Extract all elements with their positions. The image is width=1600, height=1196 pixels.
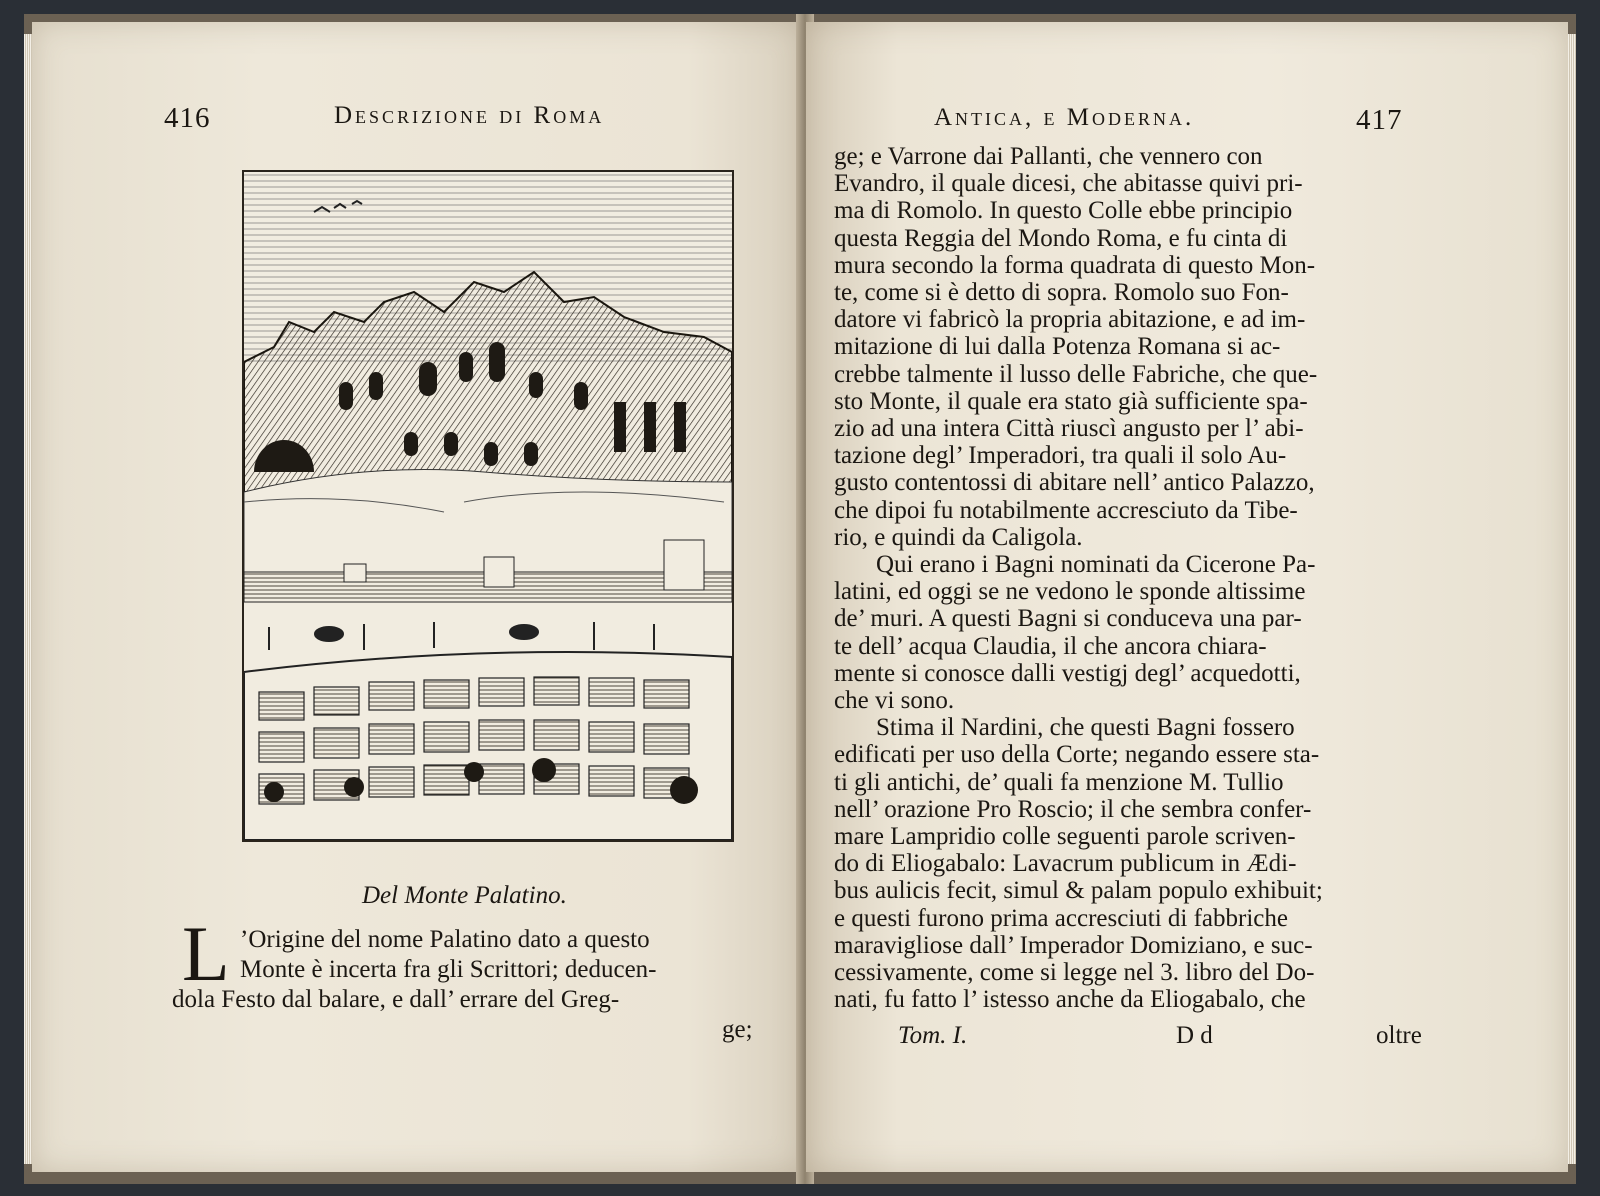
right-text-line: zio ad una intera Città riuscì angusto per l’ abi- <box>834 415 1304 442</box>
left-text-line: ’Origine del nome Palatino dato a questo <box>240 926 650 953</box>
right-page <box>806 22 1568 1172</box>
right-text-line: nell’ orazione Pro Roscio; il che sembra confer- <box>834 795 1312 823</box>
right-text-line: sto Monte, il quale era stato già sufficiente spa- <box>834 387 1308 415</box>
right-text-line: edificati per uso della Corte; negando essere sta- <box>834 741 1320 769</box>
right-text-line: maravigliose dall’ Imperador Domiziano, e suc- <box>834 931 1313 959</box>
catchword: oltre <box>1376 1022 1422 1049</box>
drop-cap: L <box>182 910 230 997</box>
right-text-line: latini, ed oggi se ne vedono le sponde altissime <box>834 578 1306 606</box>
right-text-line: e questi furono prima accresciuti di fabbriche <box>834 904 1288 932</box>
left-page-number: 416 <box>164 102 211 134</box>
right-text-line: gusto contentossi di abitare nell’ antico Palazzo, <box>834 469 1315 497</box>
right-text-line: mura secondo la forma quadrata di questo Mon- <box>834 251 1316 279</box>
right-text-line: mitazione di lui dalla Potenza Romana si ac- <box>834 333 1281 361</box>
right-text-line: rio, e quindi da Caligola. <box>834 523 1083 551</box>
right-text-line: cessivamente, come si legge nel 3. libro del Do- <box>834 959 1315 986</box>
palatine-engraving-icon <box>244 172 732 840</box>
right-text-line: nati, fu fatto l’ istesso anche da Eliogabalo, che <box>834 986 1306 1014</box>
right-text-line: te dell’ acqua Claudia, il che ancora chiara- <box>834 632 1267 660</box>
right-text-line: Evandro, il quale dicesi, che abitasse quivi pri- <box>834 170 1303 198</box>
right-text-line: che dipoi fu notabilmente accresciuto da Tibe- <box>834 496 1298 524</box>
left-text-line: ge; <box>722 1016 753 1043</box>
right-text-line: Qui erano i Bagni nominati da Cicerone Pa- <box>876 551 1316 578</box>
signature-mark: D d <box>1176 1022 1213 1049</box>
right-page-edges <box>1568 34 1576 1164</box>
right-text-line: do di Eliogabalo: Lavacrum publicum in Ædi- <box>834 850 1297 878</box>
right-text-line: ti gli antichi, de’ quali fa menzione M. Tullio <box>834 768 1284 796</box>
right-text-line: ma di Romolo. In questo Colle ebbe principio <box>834 197 1293 225</box>
right-text-line: mare Lampridio colle seguenti parole scriven- <box>834 823 1296 850</box>
right-page-number: 417 <box>1356 104 1403 136</box>
open-book <box>24 14 1576 1184</box>
right-text-line: de’ muri. A questi Bagni si conduceva una par- <box>834 605 1302 633</box>
right-text-line: tazione degl’ Imperadori, tra quali il solo Au- <box>834 442 1287 470</box>
right-text-line: mente si conosce dalli vestigj degl’ acquedotti, <box>834 659 1301 687</box>
right-text-line: crebbe talmente il lusso delle Fabriche, che que- <box>834 360 1318 388</box>
left-running-head: Descrizione di Roma <box>334 102 605 129</box>
left-text-line: Monte è incerta fra gli Scrittori; deducen- <box>240 956 657 983</box>
right-text-line: te, come si è detto di sopra. Romolo suo Fon- <box>834 279 1289 306</box>
right-text-line: Stima il Nardini, che questi Bagni fossero <box>876 714 1295 742</box>
illustration-caption: Del Monte Palatino. <box>362 882 567 909</box>
engraving-illustration <box>242 170 734 842</box>
right-running-head: Antica, e Moderna. <box>934 104 1195 131</box>
right-text-line: questa Reggia del Mondo Roma, e fu cinta di <box>834 224 1288 252</box>
right-text-line: ge; e Varrone dai Pallanti, che vennero con <box>834 143 1263 170</box>
right-text-line: bus aulicis fecit, simul & palam populo exhibuit; <box>834 877 1323 905</box>
left-page <box>32 22 804 1172</box>
right-text-line: datore vi fabricò la propria abitazione, e ad im- <box>834 306 1306 334</box>
left-page-edges <box>24 34 32 1164</box>
volume-mark: Tom. I. <box>898 1022 968 1049</box>
left-text-line: dola Festo dal balare, e dall’ errare del Greg- <box>172 986 620 1013</box>
right-text-line: che vi sono. <box>834 687 955 714</box>
